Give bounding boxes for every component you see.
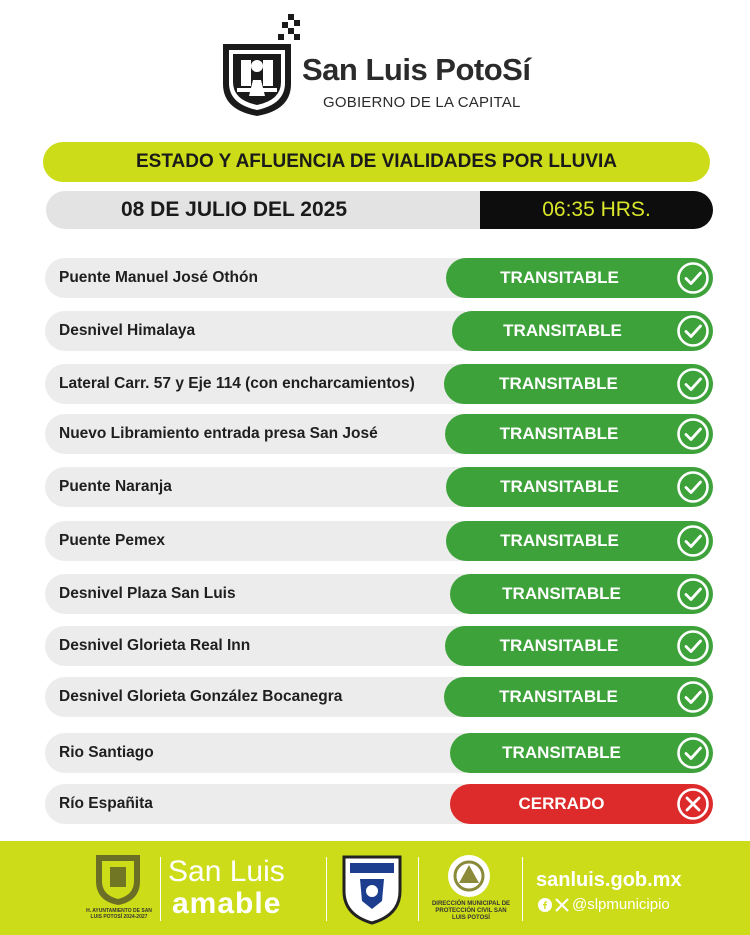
road-status-pill [452,311,713,351]
check-circle-icon [676,680,710,714]
road-status-label: TRANSITABLE [503,321,622,340]
road-name: Puente Pemex [59,532,165,549]
slogan-line1: San Luis [168,855,285,888]
footer [0,841,750,935]
check-circle-icon [676,417,710,451]
road-name: Puente Naranja [59,478,172,495]
check-circle-icon [676,524,710,558]
footer-divider [160,857,161,921]
footer-divider [326,857,327,921]
brand-title: San Luis PotoSí [302,52,531,87]
road-row [45,784,713,824]
road-status-label: TRANSITABLE [499,636,619,655]
road-name-cell [45,677,465,717]
road-name-cell [45,784,465,824]
road-name-cell [45,311,465,351]
ayuntamiento-crest-icon [88,851,148,907]
road-status-pill [450,574,713,614]
road-status-label: TRANSITABLE [502,743,621,762]
road-row [45,626,713,666]
check-circle-icon [676,367,710,401]
road-status-pill [446,521,713,561]
road-name: Desnivel Glorieta González Bocanegra [59,688,343,705]
header [0,0,750,130]
check-circle-icon [676,736,710,770]
road-name-cell [45,414,465,454]
ayuntamiento-text: H. AYUNTAMIENTO DE SAN LUIS POTOSÍ 2024-2027 [86,908,152,920]
report-time: 06:35 HRS. [542,198,651,221]
report-title: ESTADO Y AFLUENCIA DE VIALIDADES POR LLUVIA [135,151,618,172]
road-name: Rio Santiago [59,744,154,761]
road-name-cell [45,258,465,298]
road-row [45,311,713,351]
road-status-label: TRANSITABLE [500,268,619,287]
road-name: Río Españita [59,795,153,812]
road-row [45,521,713,561]
check-circle-icon [676,261,710,295]
road-row [45,467,713,507]
road-status-label: TRANSITABLE [499,424,619,443]
time-bar [480,191,713,229]
check-circle-icon [676,314,710,348]
road-row [45,733,713,773]
footer-divider [418,857,419,921]
road-name-cell [45,467,465,507]
road-row [45,258,713,298]
facebook-icon[interactable] [538,898,552,912]
road-status-label: CERRADO [518,794,605,813]
road-name: Desnivel Plaza San Luis [59,585,236,602]
social-handle-text: @slpmunicipio [572,896,670,913]
road-status-label: TRANSITABLE [502,584,621,603]
road-status-pill [450,733,713,773]
road-status-pill [446,467,713,507]
proteccion-civil-text: DIRECCIÓN MUNICIPAL DE PROTECCIÓN CIVIL SAN LUIS POTOSÍ [431,901,511,921]
date-bar [46,191,492,229]
report-date: 08 DE JULIO DEL 2025 [120,198,348,221]
road-name: Desnivel Himalaya [59,322,196,339]
road-status-label: TRANSITABLE [499,687,618,706]
road-status-pill [445,626,713,666]
road-status-label: TRANSITABLE [499,374,618,393]
check-circle-icon [676,577,710,611]
road-row [45,364,713,404]
road-name-cell [45,364,465,404]
road-status-pill [450,784,713,824]
footer-divider [522,857,523,921]
proteccion-civil-icon [446,853,492,899]
website-link[interactable]: sanluis.gob.mx [536,869,682,891]
road-name-cell [45,521,465,561]
road-name: Lateral Carr. 57 y Eje 114 (con encharcamientos) [59,375,415,392]
social-handle[interactable] [538,896,670,913]
slogan-line2: amable [172,887,282,920]
road-name-cell [45,733,465,773]
road-status-pill [444,364,713,404]
city-crest-logo [219,38,295,118]
road-row [45,574,713,614]
road-name: Puente Manuel José Othón [59,269,258,286]
report-title-bar [43,142,710,182]
road-name-cell [45,574,465,614]
road-name: Desnivel Glorieta Real Inn [59,637,251,654]
road-status-label: TRANSITABLE [500,477,619,496]
road-row [45,677,713,717]
road-name-cell [45,626,465,666]
road-status-label: TRANSITABLE [500,531,619,550]
road-row [45,414,713,454]
check-circle-icon [676,629,710,663]
x-twitter-icon[interactable] [555,898,569,912]
road-status-pill [444,677,713,717]
police-badge-icon [338,851,406,925]
road-status-pill [446,258,713,298]
road-status-pill [445,414,713,454]
check-circle-icon [676,470,710,504]
x-circle-icon [676,787,710,821]
brand-subtitle: GOBIERNO DE LA CAPITAL [323,94,521,111]
road-name: Nuevo Libramiento entrada presa San José [59,425,378,442]
